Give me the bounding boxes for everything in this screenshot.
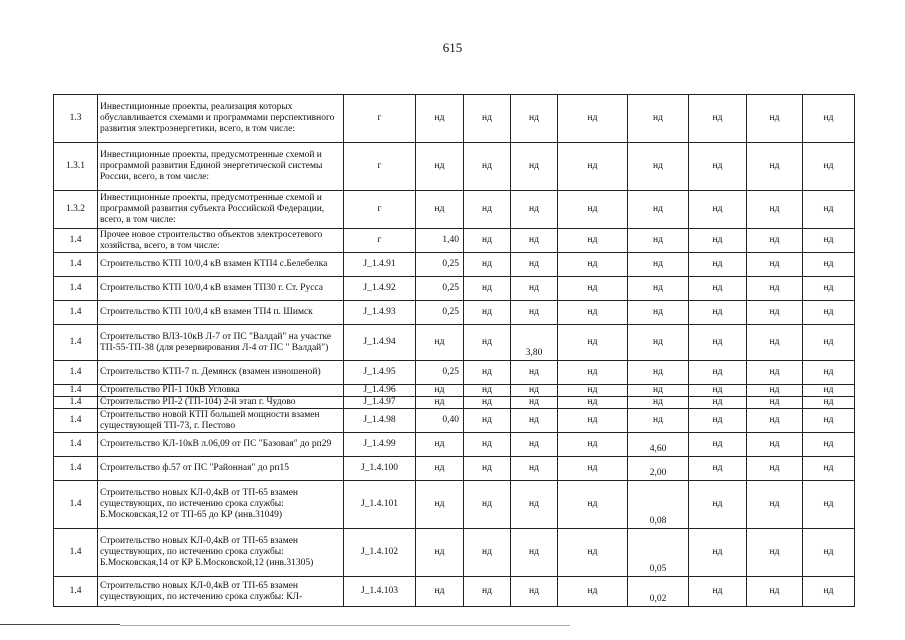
value-cell: нд	[747, 397, 803, 409]
investment-projects-table	[53, 94, 855, 607]
value-cell: нд	[689, 325, 747, 361]
value-cell: нд	[511, 577, 558, 607]
value-cell: нд	[747, 361, 803, 385]
value-cell: нд	[803, 433, 855, 457]
value-cell: нд	[803, 529, 855, 577]
value-cell: нд	[689, 433, 747, 457]
footer-rule-light	[120, 625, 570, 626]
value-cell: нд	[747, 95, 803, 143]
value-cell: нд	[558, 253, 628, 277]
row-number: 1.4	[54, 529, 98, 577]
value-cell: нд	[464, 253, 511, 277]
value-cell: нд	[689, 361, 747, 385]
value-cell: нд	[747, 191, 803, 229]
project-name: Строительство РП-1 10кВ Угловка	[98, 385, 344, 397]
project-code: J_1.4.93	[344, 301, 416, 325]
value-cell: нд	[511, 481, 558, 529]
value-cell: нд	[803, 361, 855, 385]
value-cell: нд	[558, 229, 628, 253]
value-cell: нд	[464, 95, 511, 143]
project-code: г	[344, 95, 416, 143]
row-number: 1.4	[54, 409, 98, 433]
value-cell: нд	[511, 191, 558, 229]
value-cell: нд	[689, 277, 747, 301]
value-cell: нд	[803, 95, 855, 143]
value-cell: нд	[416, 385, 464, 397]
value-cell: нд	[747, 143, 803, 191]
value-cell: нд	[558, 143, 628, 191]
value-cell: нд	[747, 301, 803, 325]
project-name: Строительство новых КЛ-0,4кВ от ТП-65 взамен существующих, по истечению срока службы: Б.Московская,12 от ТП-65 до КР (инв.31049)	[98, 481, 344, 529]
value-cell: нд	[689, 409, 747, 433]
value-cell: нд	[803, 277, 855, 301]
row-number: 1.4	[54, 229, 98, 253]
value-cell: нд	[558, 277, 628, 301]
value-cell: нд	[803, 229, 855, 253]
value-cell: нд	[464, 577, 511, 607]
value-cell: нд	[464, 143, 511, 191]
value-cell: нд	[416, 95, 464, 143]
value-cell: нд	[747, 529, 803, 577]
value-cell: нд	[511, 143, 558, 191]
value-cell: 1,40	[416, 229, 464, 253]
project-name: Строительство КТП 10/0,4 кВ взамен КТП4 с.Белебелка	[98, 253, 344, 277]
value-cell: нд	[689, 385, 747, 397]
value-cell: нд	[628, 385, 689, 397]
project-name: Строительство новых КЛ-0,4кВ от ТП-65 взамен существующих, по истечению срока службы: Б.Московская,14 от КР Б.Московской,12 (инв.31305)	[98, 529, 344, 577]
value-cell: нд	[558, 529, 628, 577]
project-name: Инвестиционные проекты, реализация которых обуславливается схемами и программами перспективного развития электроэнергетики, всего, в том числе:	[98, 95, 344, 143]
row-number: 1.4	[54, 253, 98, 277]
value-cell: 4,60	[628, 433, 689, 457]
value-cell: нд	[464, 433, 511, 457]
value-cell: нд	[558, 433, 628, 457]
table-row	[54, 529, 855, 577]
value-cell: нд	[689, 229, 747, 253]
value-cell: нд	[803, 385, 855, 397]
value-cell: нд	[511, 95, 558, 143]
value-cell: нд	[511, 385, 558, 397]
row-number: 1.3.1	[54, 143, 98, 191]
value-cell: нд	[628, 325, 689, 361]
value-cell: нд	[558, 95, 628, 143]
value-cell: нд	[511, 397, 558, 409]
value-cell: нд	[416, 481, 464, 529]
row-number: 1.4	[54, 577, 98, 607]
value-cell: нд	[464, 457, 511, 481]
value-cell: нд	[689, 143, 747, 191]
value-cell: 0,25	[416, 361, 464, 385]
project-code: г	[344, 143, 416, 191]
table-row	[54, 385, 855, 397]
value-cell: нд	[464, 385, 511, 397]
value-cell: нд	[803, 577, 855, 607]
value-cell: 0,25	[416, 253, 464, 277]
value-cell: нд	[689, 529, 747, 577]
table-row	[54, 361, 855, 385]
value-cell: нд	[511, 253, 558, 277]
value-cell: 0,25	[416, 277, 464, 301]
value-cell: нд	[558, 325, 628, 361]
value-cell: нд	[464, 409, 511, 433]
value-cell: нд	[628, 95, 689, 143]
table-row	[54, 253, 855, 277]
value-cell: нд	[511, 277, 558, 301]
table-row	[54, 577, 855, 607]
project-code: J_1.4.101	[344, 481, 416, 529]
value-cell: нд	[747, 433, 803, 457]
value-cell: 0,25	[416, 301, 464, 325]
value-cell: 0,02	[628, 577, 689, 607]
table-row	[54, 191, 855, 229]
value-cell: нд	[747, 577, 803, 607]
value-cell: нд	[689, 397, 747, 409]
value-cell: нд	[747, 481, 803, 529]
value-cell: 0,05	[628, 529, 689, 577]
value-cell: нд	[689, 481, 747, 529]
project-code: J_1.4.100	[344, 457, 416, 481]
footer-rule	[0, 624, 120, 625]
project-code: J_1.4.95	[344, 361, 416, 385]
value-cell: нд	[464, 229, 511, 253]
table-row	[54, 229, 855, 253]
table-row	[54, 143, 855, 191]
value-cell: нд	[689, 253, 747, 277]
project-name: Инвестиционные проекты, предусмотренные схемой и программой развития Единой энергетической системы России, всего, в том числе:	[98, 143, 344, 191]
value-cell: нд	[416, 143, 464, 191]
value-cell: нд	[747, 457, 803, 481]
value-cell: нд	[558, 397, 628, 409]
row-number: 1.4	[54, 385, 98, 397]
value-cell: нд	[416, 433, 464, 457]
value-cell: 3,80	[511, 325, 558, 361]
project-name: Строительство КЛ-10кВ л.06,09 от ПС "Базовая" до рп29	[98, 433, 344, 457]
value-cell: нд	[511, 529, 558, 577]
row-number: 1.4	[54, 361, 98, 385]
table-row	[54, 95, 855, 143]
project-code: J_1.4.97	[344, 397, 416, 409]
value-cell: нд	[803, 457, 855, 481]
row-number: 1.4	[54, 481, 98, 529]
value-cell: нд	[747, 325, 803, 361]
value-cell: нд	[803, 397, 855, 409]
value-cell: нд	[628, 409, 689, 433]
value-cell: нд	[689, 457, 747, 481]
project-code: J_1.4.99	[344, 433, 416, 457]
project-name: Строительство ф.57 от ПС "Районная" до рп15	[98, 457, 344, 481]
project-code: J_1.4.98	[344, 409, 416, 433]
row-number: 1.4	[54, 433, 98, 457]
project-code: J_1.4.92	[344, 277, 416, 301]
value-cell: нд	[628, 253, 689, 277]
table-row	[54, 325, 855, 361]
row-number: 1.4	[54, 301, 98, 325]
value-cell: 0,08	[628, 481, 689, 529]
value-cell: нд	[747, 253, 803, 277]
row-number: 1.4	[54, 457, 98, 481]
value-cell: нд	[464, 191, 511, 229]
value-cell: нд	[558, 385, 628, 397]
value-cell: нд	[689, 577, 747, 607]
value-cell: нд	[803, 409, 855, 433]
value-cell: нд	[628, 229, 689, 253]
table-row	[54, 409, 855, 433]
project-code: J_1.4.91	[344, 253, 416, 277]
row-number: 1.4	[54, 277, 98, 301]
value-cell: нд	[464, 397, 511, 409]
project-code: г	[344, 191, 416, 229]
value-cell: нд	[747, 409, 803, 433]
project-name: Строительство новой КТП большей мощности взамен существующей ТП-73, г. Пестово	[98, 409, 344, 433]
page-number: 615	[442, 40, 463, 55]
value-cell: нд	[628, 191, 689, 229]
value-cell: нд	[464, 301, 511, 325]
row-number: 1.3	[54, 95, 98, 143]
project-name: Строительство ВЛЗ-10кВ Л-7 от ПС "Валдай" на участке ТП-55-ТП-38 (для резервирования Л-4 от ПС " Валдай")	[98, 325, 344, 361]
value-cell: нд	[628, 301, 689, 325]
value-cell: нд	[511, 433, 558, 457]
value-cell: нд	[558, 481, 628, 529]
value-cell: нд	[803, 191, 855, 229]
project-name: Строительство КТП 10/0,4 кВ взамен ТП4 п. Шимск	[98, 301, 344, 325]
project-name: Строительство КТП-7 п. Демянск (взамен изношеной)	[98, 361, 344, 385]
value-cell: 2,00	[628, 457, 689, 481]
project-code: J_1.4.94	[344, 325, 416, 361]
value-cell: нд	[464, 481, 511, 529]
project-name: Строительство КТП 10/0,4 кВ взамен ТП30 г. Ст. Русса	[98, 277, 344, 301]
value-cell: нд	[416, 577, 464, 607]
value-cell: нд	[803, 481, 855, 529]
value-cell: нд	[803, 143, 855, 191]
value-cell: нд	[628, 277, 689, 301]
project-name: Прочее новое строительство объектов электросетевого хозяйства, всего, в том числе:	[98, 229, 344, 253]
value-cell: нд	[803, 301, 855, 325]
value-cell: нд	[416, 529, 464, 577]
value-cell: нд	[464, 361, 511, 385]
value-cell: нд	[689, 95, 747, 143]
value-cell: нд	[747, 385, 803, 397]
value-cell: нд	[558, 457, 628, 481]
project-code: J_1.4.102	[344, 529, 416, 577]
project-code: J_1.4.96	[344, 385, 416, 397]
value-cell: 0,40	[416, 409, 464, 433]
value-cell: нд	[511, 229, 558, 253]
table-row	[54, 481, 855, 529]
table-row	[54, 433, 855, 457]
row-number: 1.3.2	[54, 191, 98, 229]
value-cell: нд	[511, 409, 558, 433]
value-cell: нд	[558, 361, 628, 385]
value-cell: нд	[747, 277, 803, 301]
value-cell: нд	[689, 191, 747, 229]
value-cell: нд	[416, 457, 464, 481]
value-cell: нд	[464, 325, 511, 361]
value-cell: нд	[689, 301, 747, 325]
table-row	[54, 397, 855, 409]
value-cell: нд	[628, 397, 689, 409]
value-cell: нд	[511, 457, 558, 481]
value-cell: нд	[416, 191, 464, 229]
table-row	[54, 301, 855, 325]
row-number: 1.4	[54, 325, 98, 361]
project-code: J_1.4.103	[344, 577, 416, 607]
value-cell: нд	[464, 277, 511, 301]
value-cell: нд	[416, 325, 464, 361]
value-cell: нд	[628, 361, 689, 385]
row-number: 1.4	[54, 397, 98, 409]
value-cell: нд	[558, 191, 628, 229]
value-cell: нд	[747, 229, 803, 253]
table-row	[54, 457, 855, 481]
value-cell: нд	[803, 325, 855, 361]
value-cell: нд	[628, 143, 689, 191]
project-name: Строительство РП-2 (ТП-104) 2-й этап г. Чудово	[98, 397, 344, 409]
project-code: г	[344, 229, 416, 253]
value-cell: нд	[511, 301, 558, 325]
value-cell: нд	[558, 577, 628, 607]
value-cell: нд	[464, 529, 511, 577]
project-name: Строительство новых КЛ-0,4кВ от ТП-65 взамен существующих, по истечению срока службы: КЛ-	[98, 577, 344, 607]
value-cell: нд	[511, 361, 558, 385]
project-name: Инвестиционные проекты, предусмотренные схемой и программой развития субъекта Российской Федерации, всего, в том числе:	[98, 191, 344, 229]
value-cell: нд	[416, 397, 464, 409]
value-cell: нд	[803, 253, 855, 277]
value-cell: нд	[558, 301, 628, 325]
value-cell: нд	[558, 409, 628, 433]
table-row	[54, 277, 855, 301]
